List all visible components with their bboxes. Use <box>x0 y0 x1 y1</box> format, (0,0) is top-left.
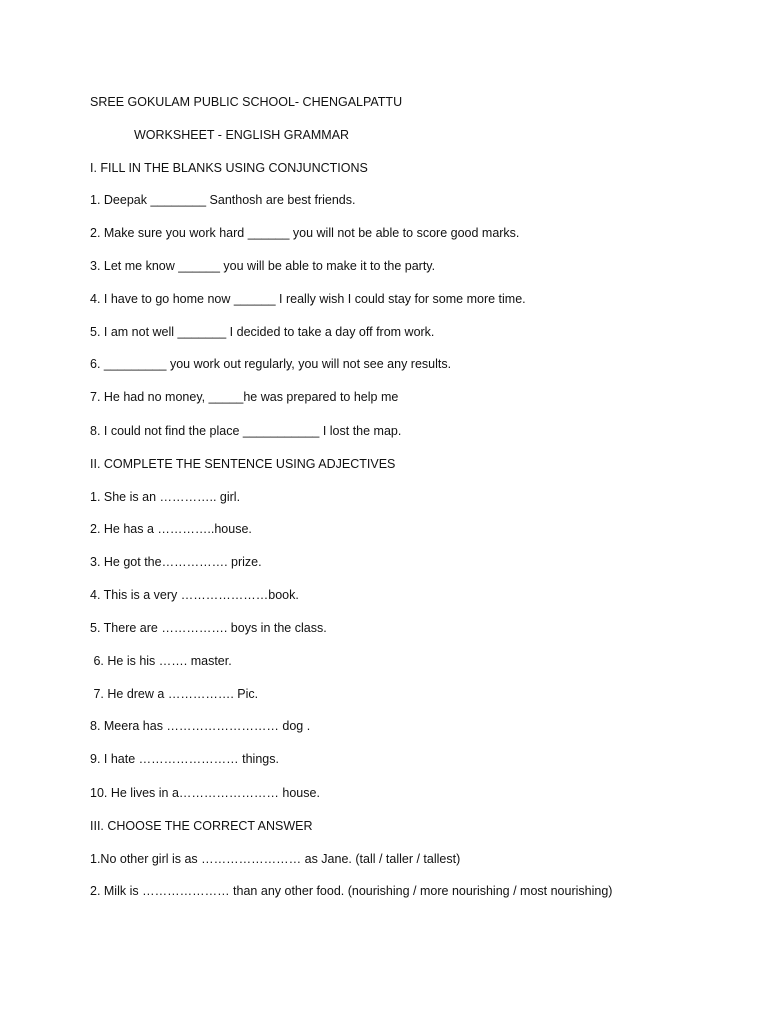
question-item: 3. He got the……………. prize. <box>90 555 262 569</box>
question-item: 6. _________ you work out regularly, you will not see any results. <box>90 357 452 371</box>
question-item: 5. There are ……………. boys in the class. <box>90 621 327 635</box>
question-item: 1. Deepak ________ Santhosh are best friends. <box>90 193 356 207</box>
question-item: 4. This is a very …………………book. <box>90 588 299 602</box>
question-item: 2. Make sure you work hard ______ you will not be able to score good marks. <box>90 226 520 240</box>
question-item: 3. Let me know ______ you will be able to make it to the party. <box>90 259 436 273</box>
section-heading-correct-answer: III. CHOOSE THE CORRECT ANSWER <box>90 819 313 833</box>
question-item: 8. I could not find the place ___________ I lost the map. <box>90 424 402 438</box>
worksheet-title: WORKSHEET - ENGLISH GRAMMAR <box>134 128 350 142</box>
question-item: 10. He lives in a…………………… house. <box>90 786 320 800</box>
school-name: SREE GOKULAM PUBLIC SCHOOL- CHENGALPATTU <box>90 95 403 109</box>
question-item: 1. She is an ………….. girl. <box>90 490 241 504</box>
section-heading-adjectives: II. COMPLETE THE SENTENCE USING ADJECTIVES <box>90 457 396 471</box>
question-item: 6. He is his ……. master. <box>90 654 232 668</box>
question-item: 7. He had no money, _____he was prepared to help me <box>90 390 399 404</box>
question-item: 2. Milk is ………………… than any other food. (nourishing / more nourishing / most nourishing) <box>90 884 613 898</box>
question-item: 8. Meera has ……………………… dog . <box>90 719 311 733</box>
question-item: 2. He has a …………..house. <box>90 522 252 536</box>
section-heading-conjunctions: I. FILL IN THE BLANKS USING CONJUNCTIONS <box>90 161 368 175</box>
question-item: 9. I hate …………………… things. <box>90 752 279 766</box>
question-item: 7. He drew a ……………. Pic. <box>90 687 259 701</box>
question-item: 5. I am not well _______ I decided to take a day off from work. <box>90 325 435 339</box>
question-item: 1.No other girl is as …………………… as Jane. (tall / taller / tallest) <box>90 852 461 866</box>
question-item: 4. I have to go home now ______ I really wish I could stay for some more time. <box>90 292 526 306</box>
